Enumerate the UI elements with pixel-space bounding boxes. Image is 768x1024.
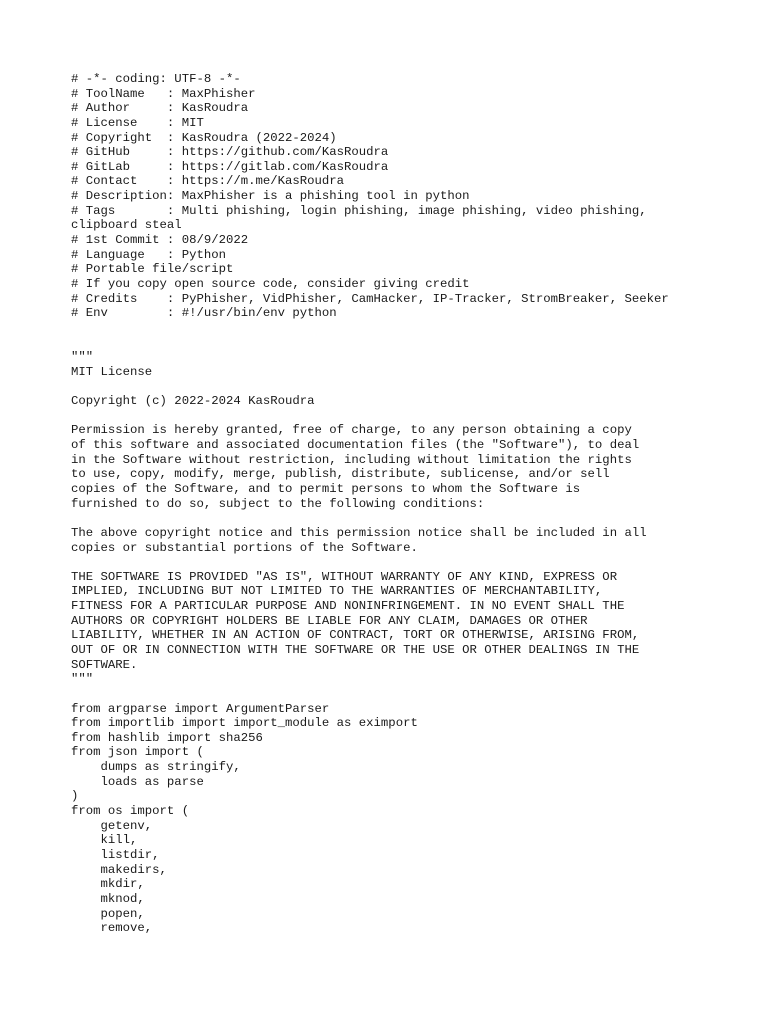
code-line: # -*- coding: UTF-8 -*- xyxy=(71,72,241,86)
code-line: from importlib import import_module as eximport xyxy=(71,716,418,731)
code-line: # Env : #!/usr/bin/env python xyxy=(71,306,337,321)
code-line xyxy=(71,511,669,526)
code-line: popen, xyxy=(71,906,145,921)
code-line: # GitLab : https://gitlab.com/KasRoudra xyxy=(71,159,389,174)
code-line: """ xyxy=(71,350,94,365)
code-line: # Portable file/script xyxy=(71,262,234,277)
code-line: to use, copy, modify, merge, publish, distribute, sublicense, and/or sell xyxy=(71,467,610,482)
code-line: """ xyxy=(71,672,94,687)
code-line: furnished to do so, subject to the following conditions: xyxy=(71,496,485,511)
code-line: # Tags : Multi phishing, login phishing, image phishing, video phishing, xyxy=(71,203,647,218)
code-line: OUT OF OR IN CONNECTION WITH THE SOFTWARE OR THE USE OR OTHER DEALINGS IN THE xyxy=(71,642,640,657)
code-line: Copyright (c) 2022-2024 KasRoudra xyxy=(71,394,315,409)
code-line: # Description: MaxPhisher is a phishing tool in python xyxy=(71,189,470,204)
code-line: The above copyright notice and this permission notice shall be included in all xyxy=(71,525,647,540)
code-line: AUTHORS OR COPYRIGHT HOLDERS BE LIABLE FOR ANY CLAIM, DAMAGES OR OTHER xyxy=(71,613,588,628)
code-line: kill, xyxy=(71,833,138,848)
code-line: # ToolName : MaxPhisher xyxy=(71,86,256,101)
code-line: # Language : Python xyxy=(71,247,226,262)
code-line: mkdir, xyxy=(71,877,145,892)
code-line xyxy=(71,336,669,351)
code-line: from argparse import ArgumentParser xyxy=(71,701,330,716)
code-line: of this software and associated documentation files (the "Software"), to deal xyxy=(71,438,640,453)
code-line: IMPLIED, INCLUDING BUT NOT LIMITED TO THE WARRANTIES OF MERCHANTABILITY, xyxy=(71,584,603,599)
code-line xyxy=(71,555,669,570)
code-line: # If you copy open source code, consider giving credit xyxy=(71,276,470,291)
code-line: from os import ( xyxy=(71,804,190,819)
code-line: # 1st Commit : 08/9/2022 xyxy=(71,233,249,248)
code-line: # GitHub : https://github.com/KasRoudra xyxy=(71,145,389,160)
code-line: SOFTWARE. xyxy=(71,657,138,672)
code-line: from hashlib import sha256 xyxy=(71,730,263,745)
code-line xyxy=(71,379,669,394)
code-line xyxy=(71,321,669,336)
code-line: from json import ( xyxy=(71,745,204,760)
code-line: clipboard steal xyxy=(71,218,182,233)
code-line: dumps as stringify, xyxy=(71,760,241,775)
code-line: # Author : KasRoudra xyxy=(71,101,249,116)
code-line: # Credits : PyPhisher, VidPhisher, CamHacker, IP-Tracker, StromBreaker, Seeker xyxy=(71,291,669,306)
code-line: MIT License xyxy=(71,364,153,379)
code-line: FITNESS FOR A PARTICULAR PURPOSE AND NONINFRINGEMENT. IN NO EVENT SHALL THE xyxy=(71,599,625,614)
code-line: Permission is hereby granted, free of charge, to any person obtaining a copy xyxy=(71,423,632,438)
code-line: listdir, xyxy=(71,847,160,862)
code-line: mknod, xyxy=(71,891,145,906)
code-line: in the Software without restriction, including without limitation the rights xyxy=(71,452,632,467)
code-line: LIABILITY, WHETHER IN AN ACTION OF CONTRACT, TORT OR OTHERWISE, ARISING FROM, xyxy=(71,628,640,643)
code-line: getenv, xyxy=(71,818,153,833)
code-line xyxy=(71,409,669,424)
code-line: # Copyright : KasRoudra (2022-2024) xyxy=(71,130,337,145)
code-line: copies or substantial portions of the Software. xyxy=(71,540,418,555)
code-line: remove, xyxy=(71,921,153,936)
code-line xyxy=(71,687,669,702)
code-line: THE SOFTWARE IS PROVIDED "AS IS", WITHOUT WARRANTY OF ANY KIND, EXPRESS OR xyxy=(71,569,618,584)
source-code-text xyxy=(71,72,669,936)
code-line: # Contact : https://m.me/KasRoudra xyxy=(71,174,345,189)
code-line: loads as parse xyxy=(71,774,204,789)
code-line: ) xyxy=(71,789,79,804)
code-line: copies of the Software, and to permit persons to whom the Software is xyxy=(71,481,581,496)
code-line: makedirs, xyxy=(71,862,167,877)
code-line: # License : MIT xyxy=(71,115,204,130)
